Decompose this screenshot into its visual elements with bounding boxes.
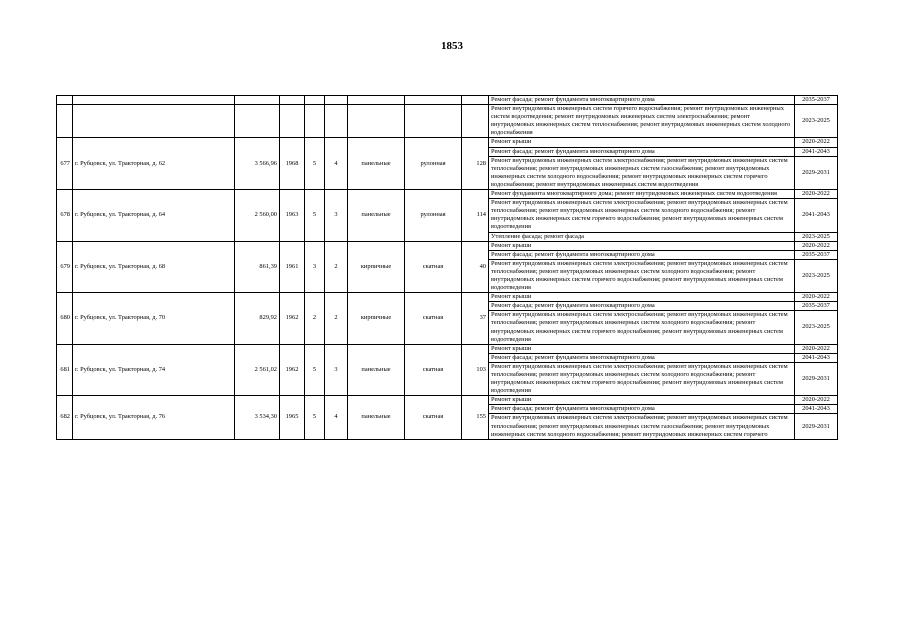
work-cell: Ремонт крыши (489, 396, 795, 405)
building-area-cell: 829,92 (235, 293, 280, 345)
building-roof-cell: скатная (405, 344, 462, 396)
building-apartments-cell: 37 (462, 293, 489, 345)
work-cell: Ремонт фасада; ремонт фундамента многоквартирного дома (489, 250, 795, 259)
years-cell: 2035-2037 (795, 302, 838, 311)
apartments-cell (462, 105, 489, 138)
work-cell: Ремонт фундамента многоквартирного дома; ремонт внутридомовых инженерных систем водоотведения (489, 190, 795, 199)
work-cell: Ремонт внутридомовых инженерных систем электроснабжения; ремонт внутридомовых инженерных систем теплоснабжения; ремонт внутридомовых инженерных систем холодного водоснабжения; ремонт внутридомовых инженерных систем горячего водоснабжения; ремонт внутридомовых инженерных систем водоотведения (489, 362, 795, 395)
floors-cell (305, 105, 325, 138)
building-address-cell: г. Рубцовск, ул. Тракторная, д. 70 (73, 293, 235, 345)
years-cell: 2029-2031 (795, 414, 838, 439)
building-entrances-cell: 2 (325, 241, 348, 293)
continuation-row (57, 105, 838, 138)
building-num-cell: 679 (57, 241, 73, 293)
building-num-cell: 681 (57, 344, 73, 396)
work-cell: Ремонт фасада; ремонт фундамента многоквартирного дома (489, 302, 795, 311)
building-roof-cell: рулонная (405, 138, 462, 190)
building-num-cell: 682 (57, 396, 73, 439)
year-cell (280, 96, 305, 105)
work-cell: Утепление фасада; ремонт фасада (489, 232, 795, 241)
years-cell: 2041-2043 (795, 405, 838, 414)
area-cell (235, 96, 280, 105)
work-cell: Ремонт фасада; ремонт фундамента многоквартирного дома (489, 96, 795, 105)
table-row (57, 190, 838, 199)
table-row (57, 138, 838, 147)
area-cell (235, 105, 280, 138)
building-area-cell: 2 561,02 (235, 344, 280, 396)
year-cell (280, 105, 305, 138)
building-area-cell: 2 560,00 (235, 190, 280, 242)
years-cell: 2023-2025 (795, 105, 838, 138)
continuation-row (57, 96, 838, 105)
building-roof-cell: скатная (405, 293, 462, 345)
building-address-cell: г. Рубцовск, ул. Тракторная, д. 68 (73, 241, 235, 293)
years-cell: 2041-2043 (795, 353, 838, 362)
building-floors-cell: 5 (305, 396, 325, 439)
years-cell: 2035-2037 (795, 250, 838, 259)
building-entrances-cell: 4 (325, 138, 348, 190)
years-cell: 2020-2022 (795, 396, 838, 405)
building-roof-cell: скатная (405, 241, 462, 293)
building-entrances-cell: 3 (325, 344, 348, 396)
building-apartments-cell: 128 (462, 138, 489, 190)
building-num-cell: 677 (57, 138, 73, 190)
work-cell: Ремонт внутридомовых инженерных систем электроснабжения; ремонт внутридомовых инженерных систем теплоснабжения; ремонт внутридомовых инженерных систем холодного водоснабжения; ремонт внутридомовых инженерных систем горячего водоснабжения; ремонт внутридомовых инженерных систем водоотведения (489, 259, 795, 292)
years-cell: 2020-2022 (795, 344, 838, 353)
roof-cell (405, 96, 462, 105)
walls-cell (348, 96, 405, 105)
years-cell: 2035-2037 (795, 96, 838, 105)
table-row (57, 344, 838, 353)
building-address-cell: г. Рубцовск, ул. Тракторная, д. 74 (73, 344, 235, 396)
building-address-cell: г. Рубцовск, ул. Тракторная, д. 76 (73, 396, 235, 439)
work-cell: Ремонт крыши (489, 293, 795, 302)
building-area-cell: 3 566,96 (235, 138, 280, 190)
building-walls-cell: кирпичные (348, 293, 405, 345)
entrances-cell (325, 96, 348, 105)
apartments-cell (462, 96, 489, 105)
page-number: 1853 (441, 40, 463, 52)
work-cell: Ремонт крыши (489, 344, 795, 353)
work-cell: Ремонт внутридомовых инженерных систем электроснабжения; ремонт внутридомовых инженерных систем теплоснабжения; ремонт внутридомовых инженерных систем холодного водоснабжения; ремонт внутридомовых инженерных систем горячего водоснабжения; ремонт внутридомовых инженерных систем водоотведения (489, 199, 795, 232)
table-body (57, 96, 838, 440)
capital-repair-table (56, 95, 838, 440)
building-roof-cell: скатная (405, 396, 462, 439)
address-cell (73, 96, 235, 105)
building-walls-cell: панельные (348, 138, 405, 190)
building-walls-cell: панельные (348, 396, 405, 439)
work-cell: Ремонт фасада; ремонт фундамента многоквартирного дома (489, 353, 795, 362)
building-walls-cell: кирпичные (348, 241, 405, 293)
years-cell: 2041-2043 (795, 147, 838, 156)
building-apartments-cell: 40 (462, 241, 489, 293)
building-floors-cell: 3 (305, 241, 325, 293)
building-year-cell: 1963 (280, 190, 305, 242)
building-num-cell: 678 (57, 190, 73, 242)
building-entrances-cell: 2 (325, 293, 348, 345)
work-cell: Ремонт фасада; ремонт фундамента многоквартирного дома (489, 405, 795, 414)
work-cell: Ремонт крыши (489, 138, 795, 147)
building-year-cell: 1962 (280, 293, 305, 345)
table-row (57, 241, 838, 250)
building-area-cell: 861,39 (235, 241, 280, 293)
building-apartments-cell: 114 (462, 190, 489, 242)
building-year-cell: 1961 (280, 241, 305, 293)
years-cell: 2023-2025 (795, 311, 838, 344)
table-row (57, 396, 838, 405)
building-walls-cell: панельные (348, 190, 405, 242)
entrances-cell (325, 105, 348, 138)
work-cell: Ремонт внутридомовых инженерных систем электроснабжения; ремонт внутридомовых инженерных систем теплоснабжения; ремонт внутридомовых инженерных систем газоснабжения; ремонт внутридомовых инженерных систем холодного водоснабжения; ремонт внутридомовых инженерных систем горячего (489, 414, 795, 439)
building-floors-cell: 5 (305, 138, 325, 190)
num-cell (57, 96, 73, 105)
work-cell: Ремонт внутридомовых инженерных систем электроснабжения; ремонт внутридомовых инженерных систем теплоснабжения; ремонт внутридомовых инженерных систем холодного водоснабжения; ремонт внутридомовых инженерных систем горячего водоснабжения; ремонт внутридомовых инженерных систем водоотведения (489, 311, 795, 344)
building-address-cell: г. Рубцовск, ул. Тракторная, д. 62 (73, 138, 235, 190)
floors-cell (305, 96, 325, 105)
building-apartments-cell: 103 (462, 344, 489, 396)
years-cell: 2020-2022 (795, 190, 838, 199)
years-cell: 2041-2043 (795, 199, 838, 232)
building-floors-cell: 5 (305, 344, 325, 396)
building-address-cell: г. Рубцовск, ул. Тракторная, д. 64 (73, 190, 235, 242)
years-cell: 2023-2025 (795, 259, 838, 292)
table-row (57, 293, 838, 302)
years-cell: 2023-2025 (795, 232, 838, 241)
building-floors-cell: 5 (305, 190, 325, 242)
num-cell (57, 105, 73, 138)
years-cell: 2029-2031 (795, 362, 838, 395)
building-entrances-cell: 4 (325, 396, 348, 439)
building-walls-cell: панельные (348, 344, 405, 396)
years-cell: 2020-2022 (795, 241, 838, 250)
walls-cell (348, 105, 405, 138)
work-cell: Ремонт внутридомовых инженерных систем горячего водоснабжения; ремонт внутридомовых инженерных систем водоотведения; ремонт внутридомовых инженерных систем электроснабжения; ремонт внутридомовых инженерных систем теплоснабжения; ремонт внутридомовых инженерных систем холодного водоснабжения (489, 105, 795, 138)
building-year-cell: 1968 (280, 138, 305, 190)
building-roof-cell: рулонная (405, 190, 462, 242)
building-floors-cell: 2 (305, 293, 325, 345)
address-cell (73, 105, 235, 138)
years-cell: 2029-2031 (795, 156, 838, 189)
building-entrances-cell: 3 (325, 190, 348, 242)
work-cell: Ремонт крыши (489, 241, 795, 250)
building-year-cell: 1962 (280, 344, 305, 396)
roof-cell (405, 105, 462, 138)
building-apartments-cell: 155 (462, 396, 489, 439)
years-cell: 2020-2022 (795, 138, 838, 147)
work-cell: Ремонт внутридомовых инженерных систем электроснабжения; ремонт внутридомовых инженерных систем теплоснабжения; ремонт внутридомовых инженерных систем газоснабжения; ремонт внутридомовых инженерных систем холодного водоснабжения; ремонт внутридомовых инженерных систем горячего водоснабжения; ремонт внутридомовых инженерных систем водоотведения (489, 156, 795, 189)
years-cell: 2020-2022 (795, 293, 838, 302)
building-year-cell: 1965 (280, 396, 305, 439)
work-cell: Ремонт фасада; ремонт фундамента многоквартирного дома (489, 147, 795, 156)
building-num-cell: 680 (57, 293, 73, 345)
building-area-cell: 3 534,30 (235, 396, 280, 439)
